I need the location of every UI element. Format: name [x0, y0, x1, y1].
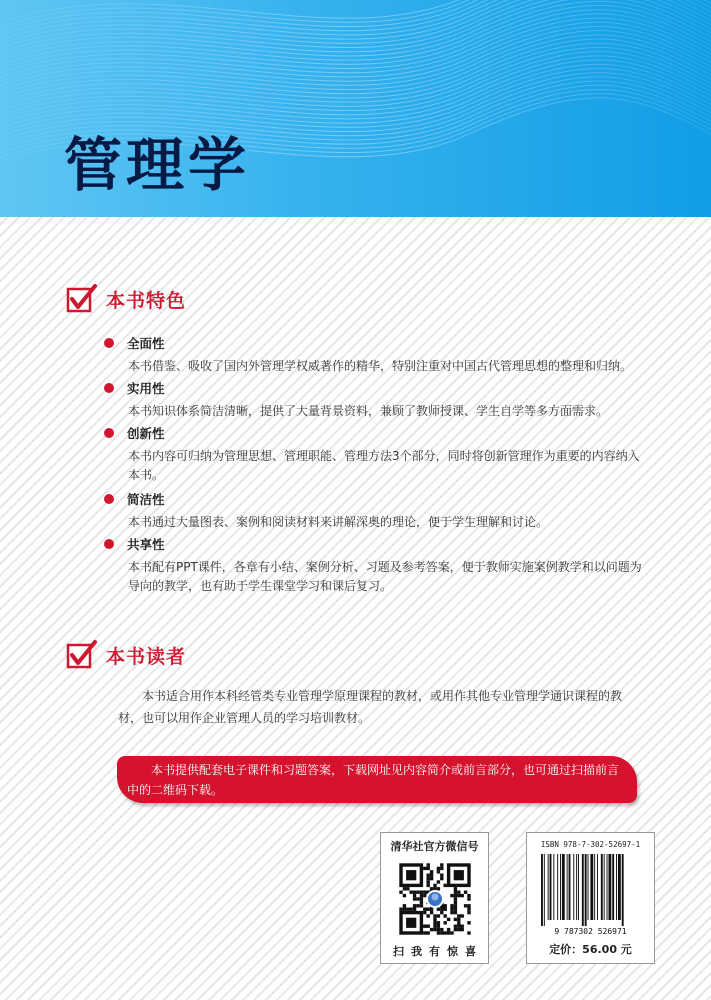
- readers-description: 本书适合用作本科经管类专业管理学原理课程的教材，或用作其他专业管理学通识课程的教材，也可以用作企业管理人员的学习培训教材。: [118, 689, 623, 725]
- feature-item: [104, 423, 644, 485]
- feature-description: 本书内容可归纳为管理思想、管理职能、管理方法3个部分，同时将创新管理作为重要的内容纳入本书。: [128, 449, 640, 482]
- barcode-icon: [537, 854, 644, 936]
- feature-item: [104, 378, 644, 421]
- feature-name: 创新性: [127, 426, 165, 441]
- section-features-title: 本书特色: [106, 289, 187, 312]
- isbn-box: [526, 832, 655, 964]
- feature-name: 简洁性: [127, 492, 165, 507]
- bullet-icon: [104, 494, 114, 504]
- qr-title: 清华社官方微信号: [390, 840, 479, 853]
- bullet-icon: [104, 539, 114, 549]
- checkmark-icon: [66, 639, 98, 671]
- bullet-icon: [104, 338, 114, 348]
- qr-code-box: [380, 832, 489, 964]
- book-title: 管理学: [64, 131, 251, 199]
- feature-item: [104, 534, 644, 596]
- cover-banner: [0, 0, 711, 217]
- feature-item: [104, 489, 644, 532]
- bullet-icon: [104, 383, 114, 393]
- feature-name: 共享性: [127, 537, 165, 552]
- isbn-number: ISBN 978-7-302-52697-1: [540, 840, 641, 849]
- checkmark-icon: [66, 283, 98, 315]
- section-readers-title: 本书读者: [106, 645, 187, 668]
- bullet-icon: [104, 428, 114, 438]
- qr-footer: 扫我有惊喜: [393, 945, 483, 958]
- price-label: 定价：56.00 元: [549, 943, 632, 956]
- qr-code-icon: [398, 857, 472, 941]
- feature-item: [104, 333, 644, 376]
- download-notice: [117, 756, 637, 803]
- feature-description: 本书借鉴、吸收了国内外管理学权威著作的精华，特别注重对中国古代管理思想的整理和归纳。: [128, 359, 633, 373]
- feature-name: 全面性: [127, 336, 165, 351]
- feature-description: 本书知识体系简洁清晰，提供了大量背景资料，兼顾了教师授课、学生自学等多方面需求。: [128, 404, 609, 418]
- section-readers-header: [66, 638, 186, 672]
- download-notice-text: 本书提供配套电子课件和习题答案，下载网址见内容简介或前言部分，也可通过扫描前言中的二维码下载。: [127, 763, 620, 797]
- feature-description: 本书配有PPT课件，各章有小结、案例分析、习题及参考答案，便于教师实施案例教学和以问题为导向的教学，也有助于学生课堂学习和课后复习。: [128, 560, 642, 593]
- section-features-header: [66, 282, 186, 316]
- feature-description: 本书通过大量图表、案例和阅读材料来讲解深奥的理论，便于学生理解和讨论。: [128, 515, 549, 529]
- feature-name: 实用性: [127, 381, 165, 396]
- barcode-digits: 9 787302 526971: [554, 927, 627, 936]
